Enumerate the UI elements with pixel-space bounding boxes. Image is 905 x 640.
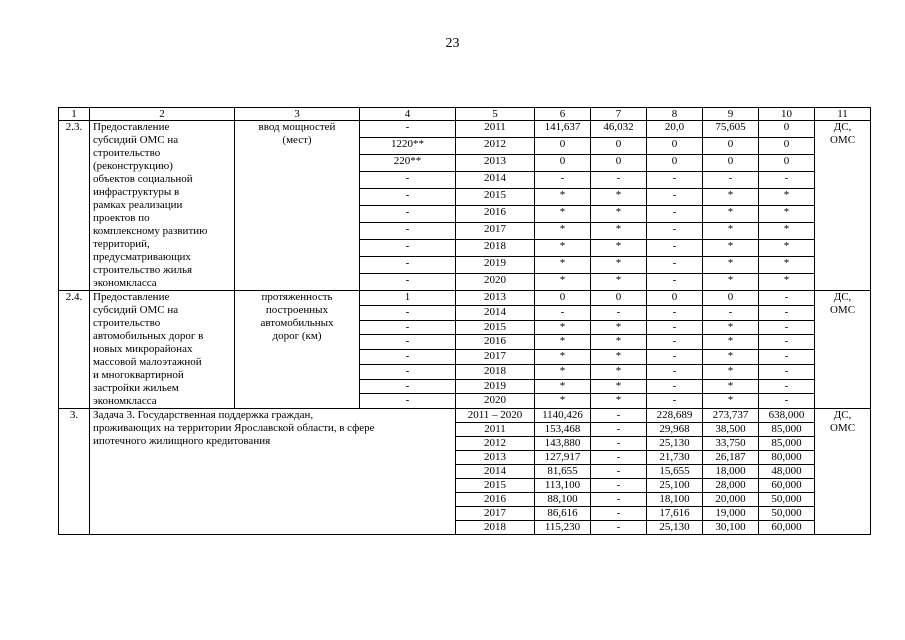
value-cell: - xyxy=(591,172,647,189)
row-number: 2.3. xyxy=(59,121,90,291)
measure-name xyxy=(90,121,235,291)
value-cell: - xyxy=(591,507,647,521)
year-cell: 2019 xyxy=(456,379,535,394)
value-cell: - xyxy=(591,437,647,451)
column-header: 8 xyxy=(647,108,703,121)
value-cell: - xyxy=(759,379,815,394)
value-cell: * xyxy=(703,379,759,394)
value-cell: 0 xyxy=(591,138,647,155)
value-cell: 33,750 xyxy=(703,437,759,451)
indicator-value: - xyxy=(360,379,456,394)
column-header: 5 xyxy=(456,108,535,121)
value-cell: * xyxy=(535,379,591,394)
year-cell: 2019 xyxy=(456,257,535,274)
value-cell: 29,968 xyxy=(647,423,703,437)
value-cell: - xyxy=(647,206,703,223)
value-cell: - xyxy=(759,320,815,335)
value-cell: 0 xyxy=(591,291,647,306)
value-cell: * xyxy=(703,320,759,335)
value-cell: 1140,426 xyxy=(535,409,591,423)
value-cell: * xyxy=(703,394,759,409)
value-cell: 81,655 xyxy=(535,465,591,479)
value-cell: - xyxy=(647,274,703,291)
funding-source-line: ДС, xyxy=(833,409,852,421)
row-number: 2.4. xyxy=(59,291,90,409)
year-cell: 2020 xyxy=(456,394,535,409)
value-cell: * xyxy=(535,257,591,274)
indicator-name-line: построенных xyxy=(265,304,329,316)
indicator-value: - xyxy=(360,394,456,409)
value-cell: 80,000 xyxy=(759,451,815,465)
indicator-name xyxy=(235,121,360,291)
value-cell: 60,000 xyxy=(759,521,815,535)
column-header: 7 xyxy=(591,108,647,121)
value-cell: 30,100 xyxy=(703,521,759,535)
page-number: 23 xyxy=(445,36,460,51)
value-cell: 115,230 xyxy=(535,521,591,535)
value-cell: * xyxy=(703,240,759,257)
year-cell: 2013 xyxy=(456,291,535,306)
value-cell: 0 xyxy=(647,291,703,306)
value-cell: 153,468 xyxy=(535,423,591,437)
year-cell: 2018 xyxy=(456,240,535,257)
value-cell: * xyxy=(591,240,647,257)
indicator-name xyxy=(235,291,360,409)
value-cell: 25,130 xyxy=(647,437,703,451)
value-cell: - xyxy=(703,172,759,189)
value-cell: - xyxy=(591,479,647,493)
indicator-value: 220** xyxy=(360,155,456,172)
indicator-value: 1220** xyxy=(360,138,456,155)
year-cell: 2015 xyxy=(456,320,535,335)
value-cell: 85,000 xyxy=(759,437,815,451)
value-cell: * xyxy=(703,189,759,206)
value-cell: 19,000 xyxy=(703,507,759,521)
column-header: 3 xyxy=(235,108,360,121)
measure-name-line: территорий, xyxy=(93,238,150,250)
table-row xyxy=(59,121,871,138)
value-cell: 38,500 xyxy=(703,423,759,437)
value-cell: 20,000 xyxy=(703,493,759,507)
measure-name-line: экономкласса xyxy=(93,277,157,289)
value-cell: - xyxy=(647,240,703,257)
measure-name-line: новых микрорайонах xyxy=(93,343,193,355)
value-cell: * xyxy=(591,206,647,223)
value-cell: 0 xyxy=(535,291,591,306)
indicator-value: - xyxy=(360,335,456,350)
value-cell: - xyxy=(647,320,703,335)
value-cell: 21,730 xyxy=(647,451,703,465)
value-cell: * xyxy=(535,240,591,257)
value-cell: 20,0 xyxy=(647,121,703,138)
value-cell: * xyxy=(703,350,759,365)
value-cell: 0 xyxy=(759,155,815,172)
year-cell: 2015 xyxy=(456,189,535,206)
value-cell: - xyxy=(591,493,647,507)
year-cell: 2018 xyxy=(456,521,535,535)
value-cell: 88,100 xyxy=(535,493,591,507)
year-cell: 2016 xyxy=(456,335,535,350)
value-cell: 0 xyxy=(759,121,815,138)
task-name-line: Задача 3. Государственная поддержка граждан, xyxy=(93,409,314,421)
measure-name-line: автомобильных дорог в xyxy=(93,330,204,342)
measure-name-line: массовой малоэтажной xyxy=(93,356,202,368)
indicator-value: - xyxy=(360,206,456,223)
value-cell: - xyxy=(591,451,647,465)
value-cell: * xyxy=(535,350,591,365)
value-cell: 25,130 xyxy=(647,521,703,535)
value-cell: * xyxy=(759,274,815,291)
year-cell: 2016 xyxy=(456,493,535,507)
value-cell: * xyxy=(759,223,815,240)
year-cell: 2012 xyxy=(456,437,535,451)
measure-name-line: Предоставление xyxy=(93,291,170,303)
value-cell: - xyxy=(759,305,815,320)
year-cell: 2017 xyxy=(456,507,535,521)
value-cell: * xyxy=(591,335,647,350)
value-cell: - xyxy=(535,305,591,320)
indicator-name-line: (мест) xyxy=(282,134,312,146)
measure-name-line: (реконструкцию) xyxy=(93,160,173,172)
value-cell: - xyxy=(647,379,703,394)
funding-source xyxy=(815,409,871,535)
value-cell: - xyxy=(591,521,647,535)
value-cell: 143,880 xyxy=(535,437,591,451)
year-cell: 2016 xyxy=(456,206,535,223)
indicator-value: - xyxy=(360,350,456,365)
value-cell: 46,032 xyxy=(591,121,647,138)
value-cell: 0 xyxy=(647,155,703,172)
column-header: 4 xyxy=(360,108,456,121)
value-cell: * xyxy=(535,320,591,335)
value-cell: - xyxy=(591,465,647,479)
value-cell: - xyxy=(759,172,815,189)
value-cell: 60,000 xyxy=(759,479,815,493)
indicator-value: - xyxy=(360,257,456,274)
year-cell: 2017 xyxy=(456,223,535,240)
measure-name-line: субсидий ОМС на xyxy=(93,134,179,146)
value-cell: 28,000 xyxy=(703,479,759,493)
value-cell: * xyxy=(535,189,591,206)
value-cell: 48,000 xyxy=(759,465,815,479)
indicator-name-line: ввод мощностей xyxy=(258,121,336,133)
value-cell: * xyxy=(535,394,591,409)
value-cell: * xyxy=(703,335,759,350)
value-cell: - xyxy=(647,364,703,379)
value-cell: 0 xyxy=(703,138,759,155)
indicator-value: - xyxy=(360,305,456,320)
value-cell: * xyxy=(591,223,647,240)
value-cell: 18,000 xyxy=(703,465,759,479)
value-cell: 0 xyxy=(759,138,815,155)
column-header: 9 xyxy=(703,108,759,121)
funding-source-line: ДС, xyxy=(833,121,852,133)
year-cell: 2014 xyxy=(456,465,535,479)
value-cell: * xyxy=(591,379,647,394)
value-cell: - xyxy=(759,350,815,365)
value-cell: 228,689 xyxy=(647,409,703,423)
year-cell: 2013 xyxy=(456,155,535,172)
value-cell: 0 xyxy=(703,155,759,172)
task-name-line: проживающих на территории Ярославской области, в сфере xyxy=(93,422,375,434)
value-cell: - xyxy=(759,335,815,350)
value-cell: 86,616 xyxy=(535,507,591,521)
funding-source-line: ОМС xyxy=(829,422,856,434)
value-cell: - xyxy=(535,172,591,189)
value-cell: - xyxy=(759,364,815,379)
column-header: 6 xyxy=(535,108,591,121)
value-cell: * xyxy=(591,364,647,379)
value-cell: * xyxy=(703,274,759,291)
indicator-name-line: автомобильных xyxy=(260,317,334,329)
funding-source xyxy=(815,291,871,409)
value-cell: - xyxy=(759,291,815,306)
table-row xyxy=(59,291,871,306)
value-cell: - xyxy=(647,172,703,189)
column-header: 2 xyxy=(90,108,235,121)
task-name xyxy=(90,409,456,535)
indicator-value: - xyxy=(360,189,456,206)
value-cell: - xyxy=(647,350,703,365)
year-cell: 2011 xyxy=(456,121,535,138)
value-cell: 25,100 xyxy=(647,479,703,493)
measure-name-line: строительство xyxy=(93,317,161,329)
value-cell: 85,000 xyxy=(759,423,815,437)
funding-source-line: ДС, xyxy=(833,291,852,303)
value-cell: - xyxy=(759,394,815,409)
column-header: 1 xyxy=(59,108,90,121)
table-row xyxy=(59,409,871,423)
indicator-value: - xyxy=(360,240,456,257)
measure-name-line: и многоквартирной xyxy=(93,369,184,381)
value-cell: * xyxy=(759,257,815,274)
value-cell: - xyxy=(647,394,703,409)
value-cell: * xyxy=(759,189,815,206)
value-cell: * xyxy=(703,257,759,274)
value-cell: * xyxy=(535,223,591,240)
value-cell: - xyxy=(647,335,703,350)
year-cell: 2020 xyxy=(456,274,535,291)
value-cell: * xyxy=(703,364,759,379)
year-cell: 2011 xyxy=(456,423,535,437)
value-cell: * xyxy=(759,240,815,257)
value-cell: * xyxy=(535,335,591,350)
year-cell: 2015 xyxy=(456,479,535,493)
measure-name-line: инфраструктуры в xyxy=(93,186,180,198)
measure-name-line: застройки жильем xyxy=(93,382,179,394)
funding-source-line: ОМС xyxy=(829,134,856,146)
year-cell: 2012 xyxy=(456,138,535,155)
measure-name-line: проектов по xyxy=(93,212,150,224)
task-name-line: ипотечного жилищного кредитования xyxy=(93,435,271,447)
value-cell: 273,737 xyxy=(703,409,759,423)
value-cell: * xyxy=(591,189,647,206)
measure-name-line: предусматривающих xyxy=(93,251,191,263)
table-body xyxy=(59,108,871,535)
indicator-value: 1 xyxy=(360,291,456,306)
value-cell: 18,100 xyxy=(647,493,703,507)
measure-name-line: строительство xyxy=(93,147,161,159)
program-table xyxy=(58,107,871,535)
value-cell: 113,100 xyxy=(535,479,591,493)
value-cell: 15,655 xyxy=(647,465,703,479)
measure-name-line: комплексному развитию xyxy=(93,225,208,237)
value-cell: 127,917 xyxy=(535,451,591,465)
measure-name-line: строительство жилья xyxy=(93,264,193,276)
value-cell: * xyxy=(703,206,759,223)
value-cell: * xyxy=(591,320,647,335)
value-cell: - xyxy=(647,223,703,240)
indicator-name-line: протяженность xyxy=(261,291,333,303)
measure-name xyxy=(90,291,235,409)
value-cell: - xyxy=(647,305,703,320)
value-cell: 26,187 xyxy=(703,451,759,465)
column-header-row xyxy=(59,108,871,121)
value-cell: - xyxy=(591,409,647,423)
value-cell: - xyxy=(703,305,759,320)
value-cell: * xyxy=(535,206,591,223)
indicator-name-line: дорог (км) xyxy=(272,330,322,342)
year-cell: 2013 xyxy=(456,451,535,465)
measure-name-line: Предоставление xyxy=(93,121,170,133)
indicator-value: - xyxy=(360,223,456,240)
value-cell: * xyxy=(535,274,591,291)
measure-name-line: объектов социальной xyxy=(93,173,193,185)
indicator-value: - xyxy=(360,172,456,189)
year-cell: 2014 xyxy=(456,305,535,320)
value-cell: 0 xyxy=(535,138,591,155)
value-cell: * xyxy=(759,206,815,223)
value-cell: 0 xyxy=(703,291,759,306)
indicator-value: - xyxy=(360,320,456,335)
value-cell: 0 xyxy=(647,138,703,155)
value-cell: * xyxy=(591,274,647,291)
indicator-value: - xyxy=(360,121,456,138)
value-cell: 638,000 xyxy=(759,409,815,423)
indicator-value: - xyxy=(360,274,456,291)
measure-name-line: экономкласса xyxy=(93,395,157,407)
column-header: 11 xyxy=(815,108,871,121)
value-cell: 50,000 xyxy=(759,493,815,507)
value-cell: 0 xyxy=(535,155,591,172)
funding-source-line: ОМС xyxy=(829,304,856,316)
value-cell: * xyxy=(703,223,759,240)
value-cell: * xyxy=(535,364,591,379)
value-cell: * xyxy=(591,257,647,274)
value-cell: 50,000 xyxy=(759,507,815,521)
measure-name-line: субсидий ОМС на xyxy=(93,304,179,316)
value-cell: - xyxy=(647,189,703,206)
year-cell: 2014 xyxy=(456,172,535,189)
year-cell: 2018 xyxy=(456,364,535,379)
row-number: 3. xyxy=(59,409,90,535)
value-cell: - xyxy=(591,305,647,320)
measure-name-line: рамках реализации xyxy=(93,199,183,211)
value-cell: 141,637 xyxy=(535,121,591,138)
value-cell: 17,616 xyxy=(647,507,703,521)
funding-source xyxy=(815,121,871,291)
column-header: 10 xyxy=(759,108,815,121)
year-cell: 2011 – 2020 xyxy=(456,409,535,423)
value-cell: 75,605 xyxy=(703,121,759,138)
value-cell: * xyxy=(591,394,647,409)
value-cell: 0 xyxy=(591,155,647,172)
value-cell: - xyxy=(647,257,703,274)
value-cell: * xyxy=(591,350,647,365)
indicator-value: - xyxy=(360,364,456,379)
year-cell: 2017 xyxy=(456,350,535,365)
value-cell: - xyxy=(591,423,647,437)
